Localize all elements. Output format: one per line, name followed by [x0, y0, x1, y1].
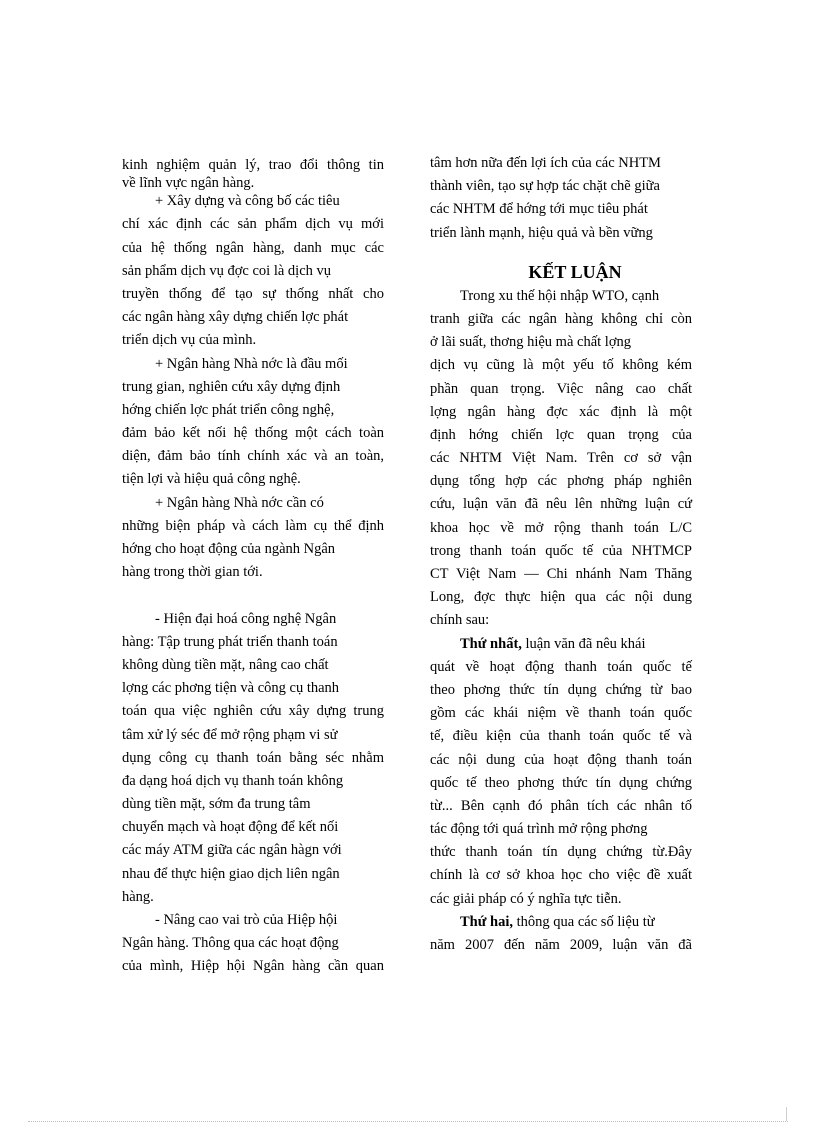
text-line: Ngân hàng. Thông qua các hoạt động [122, 935, 339, 952]
text-line [430, 911, 692, 934]
text-line: trung gian, nghiên cứu xây dựng định [122, 378, 341, 395]
text-line: dịch vụ cũng là một yếu tố không kém [430, 357, 692, 374]
text-line: toán qua việc nghiên cứu xây dựng trung [122, 703, 384, 720]
text-line [430, 633, 692, 656]
text-line: cứu, luận văn đã nêu lên những luận cứ [430, 496, 692, 513]
text-line: - Nâng cao vai trò của Hiệp hội [155, 912, 338, 928]
text-line: nhau để thực hiện giao dịch liên ngân [122, 865, 340, 882]
text-line: tranh giữa các ngân hàng không chỉ còn [430, 310, 692, 327]
text-line: phần quan trọng. Việc nâng cao chất [430, 380, 692, 397]
text-line: tế, điều kiện của thanh toán quốc tế và [430, 728, 692, 745]
text-line: + Ngân hàng Nhà nớc là đầu mối [155, 355, 348, 372]
text-line: các nội dung của hoạt động thanh toán [430, 751, 692, 768]
text-line: kinh nghiệm quản lý, trao đổi thông tin [122, 157, 384, 173]
text-line: Long, đợc thực hiện qua các nội dung [430, 589, 692, 606]
text-line: quốc tế theo phơng thức tín dụng chứng [430, 774, 692, 791]
text-line: không dùng tiền mặt, nâng cao chất [122, 656, 329, 673]
right-column [430, 152, 692, 957]
text-line: theo phơng thức tín dụng chứng từ bao [430, 681, 692, 698]
text-line: chính sau: [430, 612, 490, 629]
text-line: năm 2007 đến năm 2009, luận văn đã [430, 937, 692, 953]
text-line: tác động tới quá trình mở rộng phơng [430, 821, 648, 838]
text-line: triển lành mạnh, hiệu quả và bền vững [430, 224, 653, 241]
text-line: sản phẩm dịch vụ đợc coi là dịch vụ [122, 262, 332, 279]
text-line: truyền thống để tạo sự thống nhất cho [122, 285, 384, 302]
text-line: các NHTM Việt Nam. Trên cơ sở vận [430, 450, 692, 467]
text-line: - Hiện đại hoá công nghệ Ngân [155, 610, 337, 627]
text-line: dùng tiền mặt, sớm đa trung tâm [122, 796, 311, 813]
text-line: Trong xu thế hội nhập WTO, cạnh [460, 287, 660, 304]
paragraph-gap [122, 584, 384, 607]
page-bottom-divider [28, 1121, 788, 1122]
text-line: lợng các phơng tiện và công cụ thanh [122, 680, 340, 697]
text-line: của hệ thống ngân hàng, danh mục các [122, 239, 384, 256]
text-line: khoa học về mở rộng thanh toán L/C [430, 519, 692, 536]
text-fragment: luận văn đã nêu khái [521, 635, 646, 652]
text-line: từ... Bên cạnh đó phân tích các nhân tố [430, 797, 692, 814]
left-column [122, 154, 384, 979]
text-line: hàng: Tập trung phát triển thanh toán [122, 633, 338, 650]
text-line: thành viên, tạo sự hợp tác chặt chẽ giữa [430, 178, 660, 195]
text-line: tâm hơn nữa đến lợi ích của các NHTM [430, 155, 661, 171]
text-line: các ngân hàng xây dựng chiến lợc phát [122, 309, 349, 326]
bold-label: Thứ hai, [460, 913, 514, 930]
text-line: tiện lợi và hiệu quả công nghệ. [122, 471, 301, 488]
text-line: các NHTM để hớng tới mục tiêu phát [430, 201, 648, 218]
text-line: tâm xử lý séc để mở rộng phạm vi sử [122, 726, 338, 743]
page-corner-mark [786, 1107, 787, 1121]
text-line: hàng trong thời gian tới. [122, 564, 263, 581]
text-line: thức thanh toán tín dụng chứng từ.Đây [430, 844, 692, 861]
text-line: triển dịch vụ của mình. [122, 332, 257, 349]
text-line: đảm bảo kết nối hệ thống một cách toàn [122, 425, 384, 442]
text-line: ở lãi suất, thơng hiệu mà chất lợng [430, 334, 631, 351]
text-line: về lĩnh vực ngân hàng. [122, 175, 255, 192]
text-line: chuyển mạch và hoạt động để kết nối [122, 819, 339, 836]
text-line: lợng ngân hàng đợc xác định là một [430, 403, 692, 420]
text-line: các giải pháp có ý nghĩa tực tiễn. [430, 890, 622, 907]
text-line: trong thanh toán quốc tế của NHTMCP [430, 542, 692, 559]
section-heading: KẾT LUẬN [528, 261, 622, 282]
text-line: hàng. [122, 888, 154, 905]
text-line: quát về hoạt động thanh toán quốc tế [430, 658, 692, 675]
text-line: đa dạng hoá dịch vụ thanh toán không [122, 772, 344, 789]
text-line: chính là cơ sở khoa học cho việc đề xuất [430, 867, 692, 884]
text-line: + Ngân hàng Nhà nớc cần có [155, 494, 324, 511]
text-line: gồm các khái niệm về thanh toán quốc [430, 705, 692, 722]
text-line: định hớng chiến lợc quan trọng của [430, 426, 692, 443]
text-line: dụng tổng hợp các phơng pháp nghiên [430, 473, 692, 490]
text-line: hớng cho hoạt động của ngành Ngân [122, 541, 336, 557]
text-line: của mình, Hiệp hội Ngân hàng cần quan [122, 958, 384, 975]
text-line: dụng công cụ thanh toán bằng séc nhằm [122, 749, 384, 766]
text-line: CT Việt Nam — Chi nhánh Nam Thăng [430, 566, 692, 582]
text-line: hớng chiến lợc phát triển công nghệ, [122, 401, 335, 418]
text-line: các máy ATM giữa các ngân hàgn với [122, 842, 342, 859]
bold-label: Thứ nhất, [460, 635, 522, 652]
text-line: những biện pháp và cách làm cụ thể định [122, 517, 384, 534]
text-line: + Xây dựng và công bố các tiêu [155, 193, 340, 210]
text-fragment: thông qua các số liệu từ [513, 913, 655, 930]
text-line: chí xác định các sản phẩm dịch vụ mới [122, 216, 384, 233]
text-line: diện, đảm bảo tính chính xác và an toàn, [122, 448, 384, 465]
